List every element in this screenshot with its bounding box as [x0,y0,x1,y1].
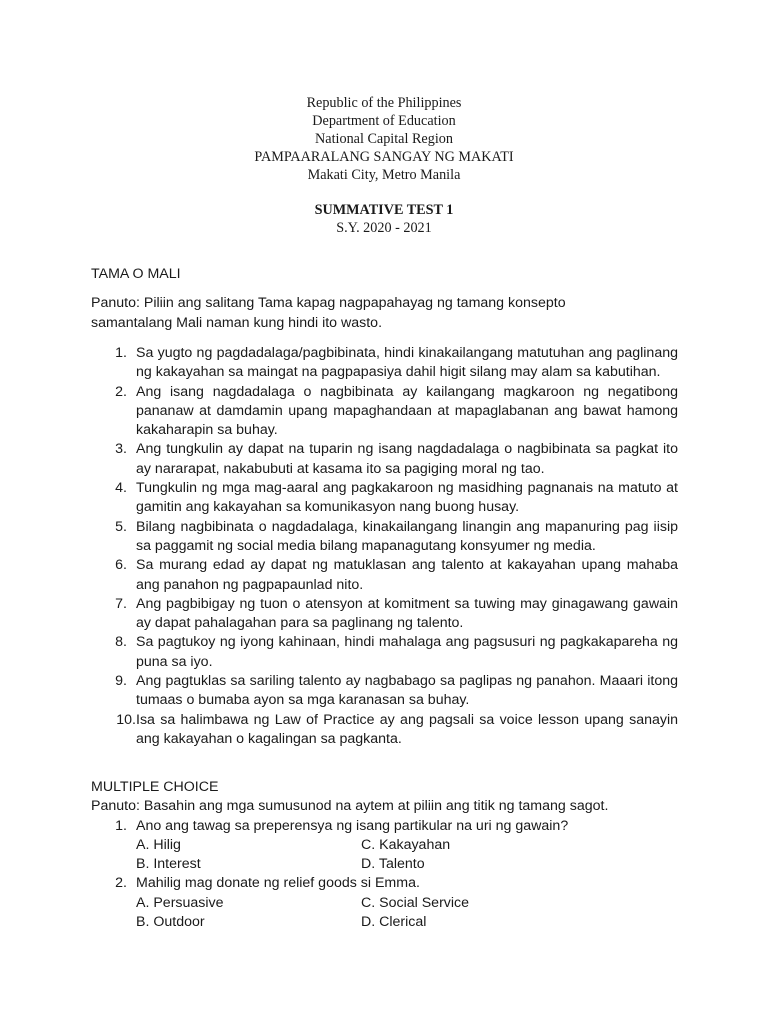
question-item [91,874,691,893]
option-a: A. Hilig [136,836,181,853]
school-year: S.Y. 2020 - 2021 [336,220,432,236]
item-number: 8. [115,634,127,651]
tama-o-mali-heading: TAMA O MALI [91,266,181,282]
header-republic: Republic of the Philippines [306,95,462,111]
item-text: Sa pagtukoy ng iyong kahinaan, hindi mahalaga ang pagsusuri ng pagkakapareha ng puna sa iyo. [136,634,678,670]
options-row [91,855,691,874]
item-number: 2. [115,383,127,400]
options-row [91,836,691,855]
option-c: C. Social Service [361,894,470,911]
item-number: 1. [115,345,127,361]
header-city: Makati City, Metro Manila [307,167,461,183]
tama-o-mali-instruction [91,294,681,333]
item-text: Ang tungkulin ay dapat na tuparin ng isang nagdadalaga o nagbibinata sa pagkat ito ay nararapat, nakabubuti at kasama ito sa pagiging moral ng tao. [136,441,678,477]
list-item [91,633,678,672]
test-title-block [0,201,768,237]
list-item [91,344,678,383]
list-item [91,518,678,557]
document-header [0,94,768,184]
options-row [91,913,691,932]
option-c: C. Kakayahan [361,836,451,853]
item-number: 10. [116,711,136,728]
list-item [91,479,678,518]
item-number: 9. [115,673,127,690]
option-a: A. Persuasive [136,894,224,911]
question-text: Mahilig mag donate ng relief goods si Emma. [136,875,420,892]
item-number: 3. [115,441,127,458]
list-item [91,383,678,441]
item-text: Isa sa halimbawa ng Law of Practice ay ang pagsali sa voice lesson upang sanayin ang kakayahan o kagalingan sa pagkanta. [136,711,678,747]
item-text: Sa yugto ng pagdadalaga/pagbibinata, hindi kinakailangang matutuhan ang paglinang ng kakayahan sa maingat na pagpapasiya dahil higit silang may alam sa kabutihan. [136,345,678,381]
header-department: Department of Education [312,113,456,129]
item-number: 6. [115,557,127,574]
item-text: Tungkulin ng mga mag-aaral ang pagkakaroon ng masidhing pagnanais na matuto at gamitin ang kakayahan sa komunikasyon nang buong husay. [136,480,678,516]
question-text: Ano ang tawag sa preperensya ng isang partikular na uri ng gawain? [136,817,569,834]
options-row [91,894,691,913]
test-title: SUMMATIVE TEST 1 [314,202,454,218]
header-region: National Capital Region [315,131,453,147]
option-b: B. Outdoor [136,914,205,931]
item-number: 4. [115,480,127,497]
list-item [91,556,678,595]
question-item [91,817,691,836]
item-text: Sa murang edad ay dapat ng matuklasan ang talento at kakayahan upang mahaba ang panahon ng pagpapaunlad nito. [136,557,678,593]
instruction-line: samantalang Mali naman kung hindi ito wasto. [91,314,383,331]
multiple-choice-heading: MULTIPLE CHOICE [91,779,219,795]
option-b: B. Interest [136,856,201,873]
item-text: Ang pagtuklas sa sariling talento ay nagbabago sa paglipas ng panahon. Maaari itong tumaas o bumaba ayon sa mga karanasan sa buhay. [136,673,678,709]
list-item [91,595,678,634]
list-item [91,711,678,750]
item-number: 5. [115,518,127,535]
item-number: 7. [115,595,127,612]
item-text: Bilang nagbibinata o nagdadalaga, kinakailangang linangin ang mapanuring pag iisip sa paggamit ng social media bilang mapanagutang konsyumer ng media. [136,518,678,554]
option-d: D. Clerical [361,914,427,931]
tama-o-mali-list [91,344,678,749]
list-item [91,440,678,479]
question-number: 1. [115,817,127,834]
list-item [91,672,678,711]
instruction-line: Panuto: Piliin ang salitang Tama kapag nagpapahayag ng tamang konsepto [91,295,566,311]
question-number: 2. [115,875,127,892]
multiple-choice-instruction: Panuto: Basahin ang mga sumusunod na aytem at piliin ang titik ng tamang sagot. [91,798,609,815]
item-text: Ang pagbibigay ng tuon o atensyon at komitment sa tuwing may ginagawang gawain ay dapat pahalagahan para sa paglinang ng talento. [136,595,678,632]
header-division: PAMPAARALANG SANGAY NG MAKATI [254,149,514,165]
option-d: D. Talento [361,856,425,873]
item-text: Ang isang nagdadalaga o nagbibinata ay kailangang magkaroon ng negatibong pananaw at damdamin upang mapaghandaan at mapaglabanan ang bawat hamong kakaharapin sa buhay. [136,383,678,439]
multiple-choice-section [91,778,691,932]
